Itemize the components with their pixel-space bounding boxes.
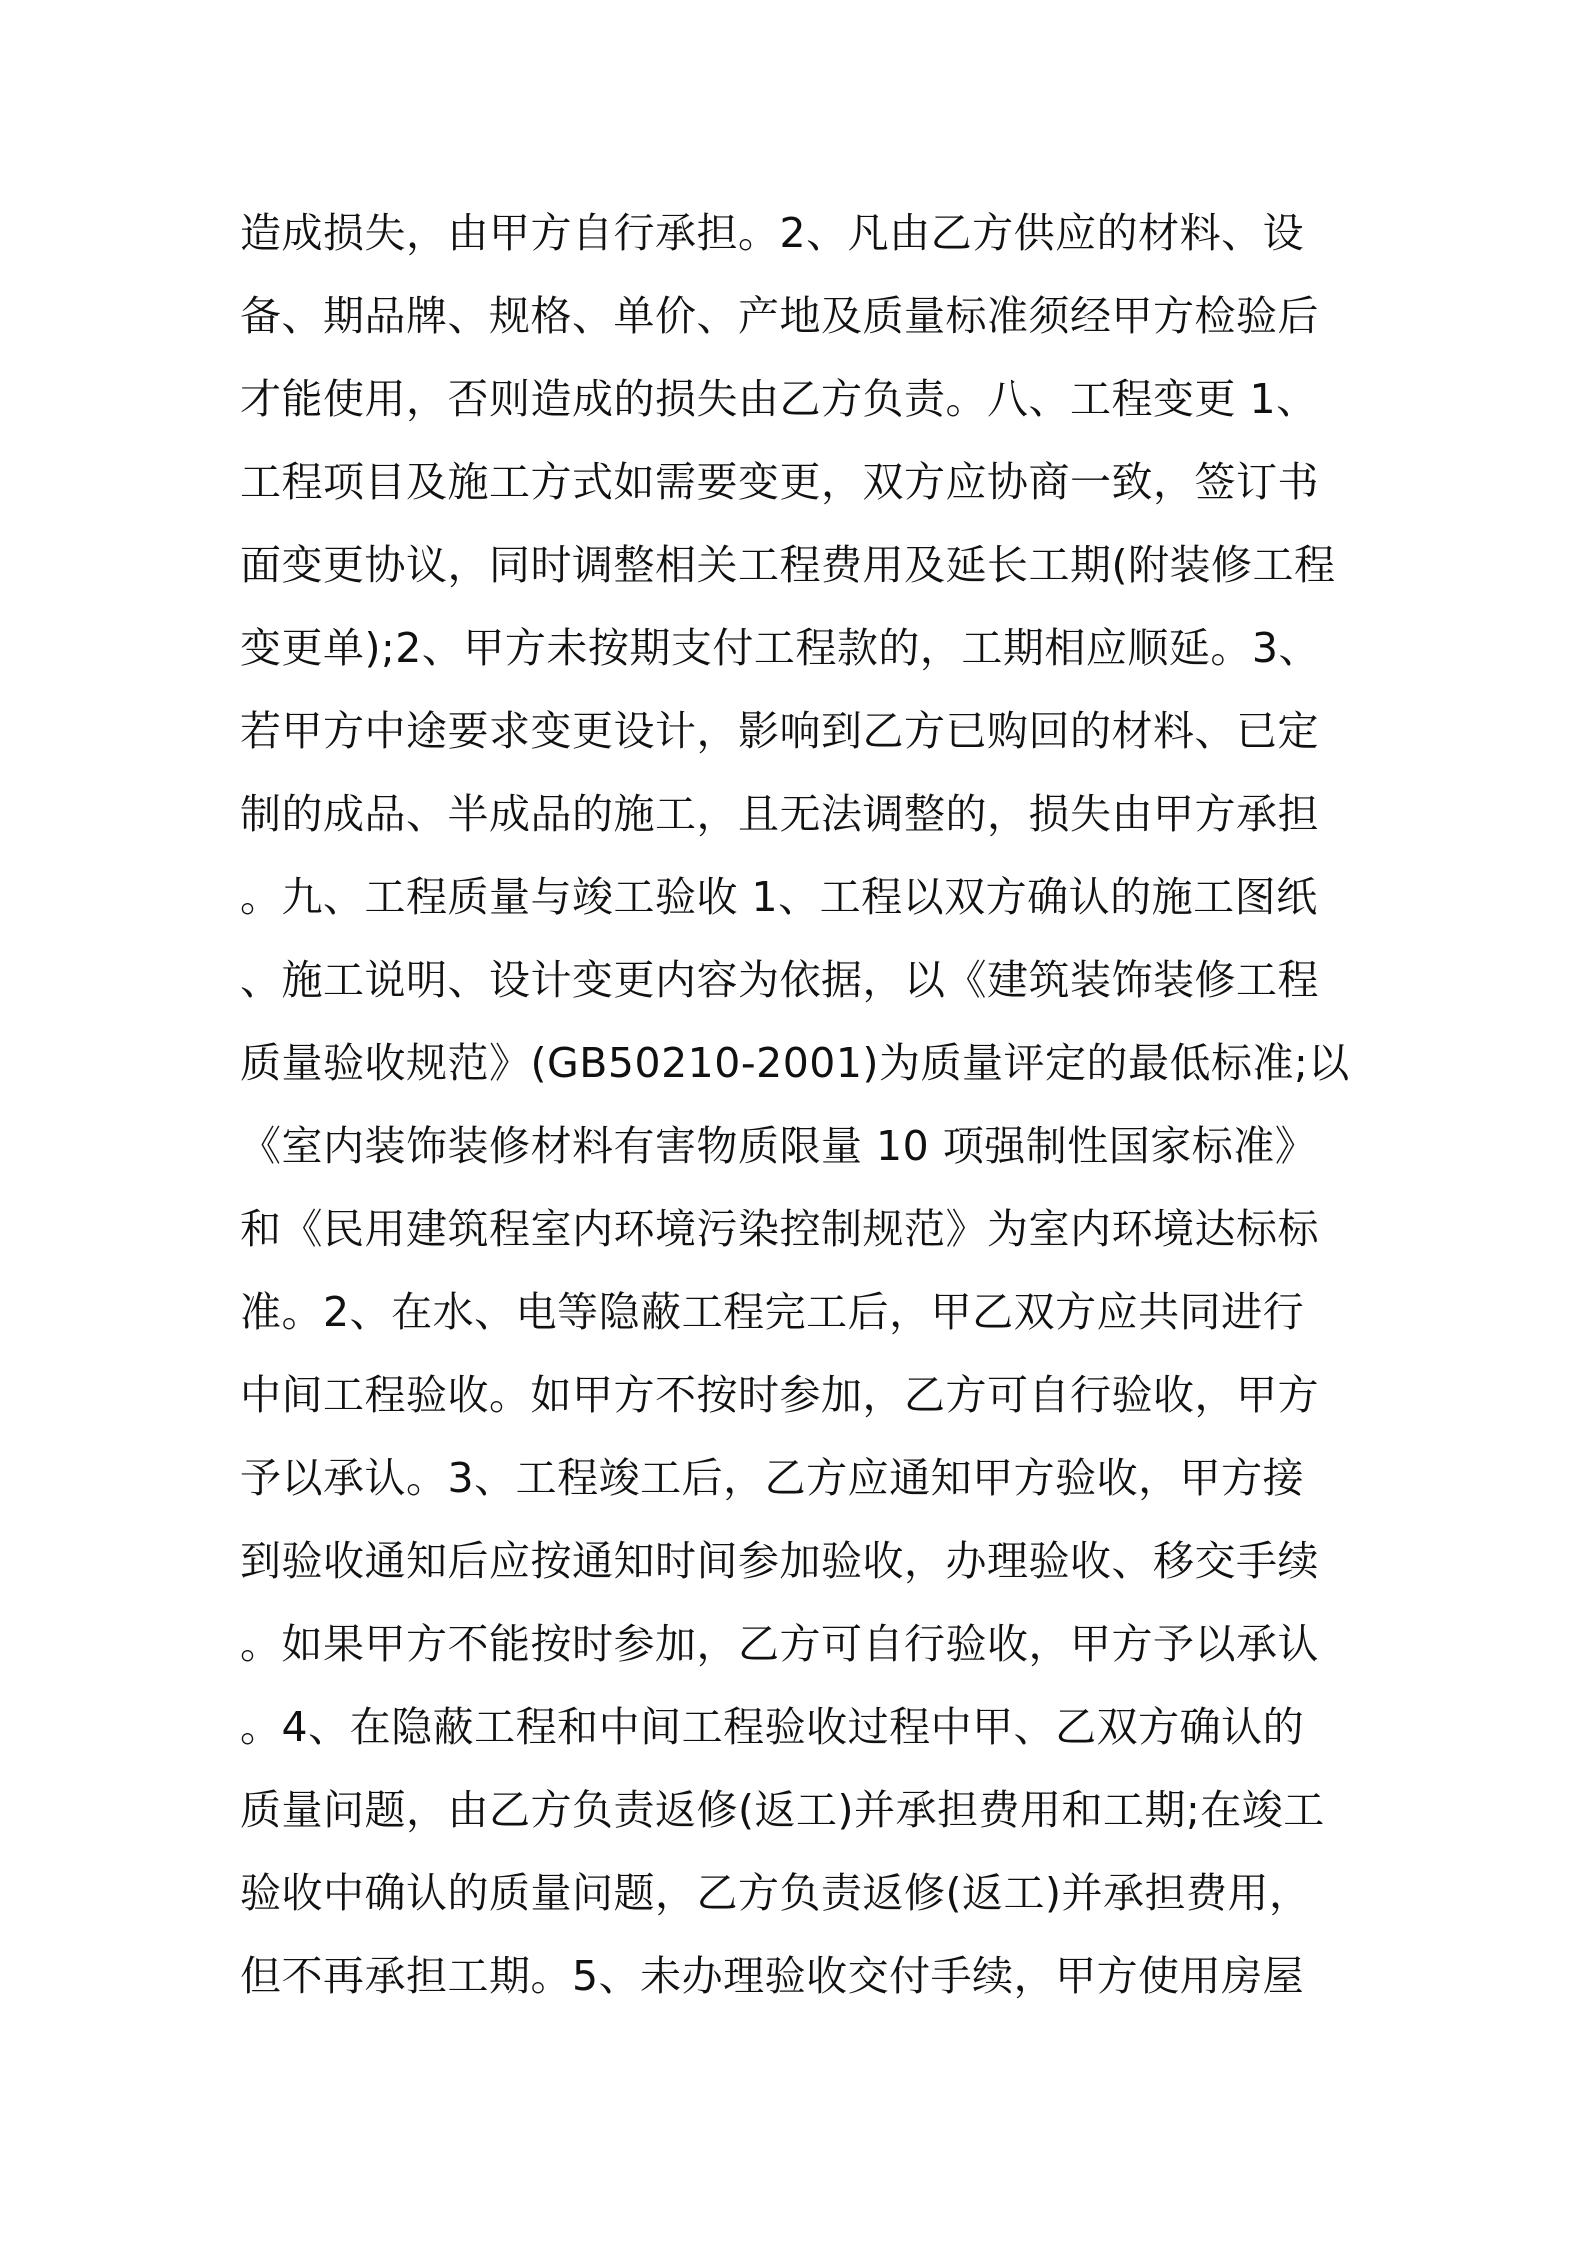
text-line: 《室内装饰装修材料有害物质限量 10 项强制性国家标准》 <box>240 1122 1317 1170</box>
text-line: 。如果甲方不能按时参加，乙方可自行验收，甲方予以承认 <box>240 1620 1319 1668</box>
text-line: 若甲方中途要求变更设计，影响到乙方已购回的材料、已定 <box>240 707 1319 755</box>
text-line: 工程项目及施工方式如需要变更，双方应协商一致，签订书 <box>240 458 1319 506</box>
text-line: 验收中确认的质量问题，乙方负责返修(返工)并承担费用， <box>240 1869 1311 1917</box>
text-line: 造成损失，由甲方自行承担。2、凡由乙方供应的材料、设 <box>240 209 1305 257</box>
text-line: 质量验收规范》(GB50210-2001)为质量评定的最低标准;以 <box>240 1039 1350 1087</box>
text-line: 中间工程验收。如甲方不按时参加，乙方可自行验收，甲方 <box>240 1371 1319 1419</box>
text-line: 。九、工程质量与竣工验收 1、工程以双方确认的施工图纸 <box>240 873 1318 921</box>
text-line: 变更单);2、甲方未按期支付工程款的，工期相应顺延。3、 <box>240 624 1320 672</box>
text-line: 。4、在隐蔽工程和中间工程验收过程中甲、乙双方确认的 <box>240 1703 1305 1751</box>
text-line: 予以承认。3、工程竣工后，乙方应通知甲方验收，甲方接 <box>240 1454 1305 1502</box>
text-line: 准。2、在水、电等隐蔽工程完工后，甲乙双方应共同进行 <box>240 1288 1305 1336</box>
text-line: 制的成品、半成品的施工，且无法调整的，损失由甲方承担 <box>240 790 1319 838</box>
text-line: 和《民用建筑程室内环境污染控制规范》为室内环境达标标 <box>240 1205 1319 1253</box>
text-line: 质量问题，由乙方负责返修(返工)并承担费用和工期;在竣工 <box>240 1786 1325 1834</box>
text-line: 到验收通知后应按通知时间参加验收，办理验收、移交手续 <box>240 1537 1319 1585</box>
text-line: 但不再承担工期。5、未办理验收交付手续，甲方使用房屋 <box>240 1952 1305 2000</box>
contract-body-text <box>240 192 1360 2018</box>
text-line: 备、期品牌、规格、单价、产地及质量标准须经甲方检验后 <box>240 292 1319 340</box>
text-line: 面变更协议，同时调整相关工程费用及延长工期(附装修工程 <box>240 541 1336 589</box>
text-line: 、施工说明、设计变更内容为依据，以《建筑装饰装修工程 <box>240 956 1319 1004</box>
text-line: 才能使用，否则造成的损失由乙方负责。八、工程变更 1、 <box>240 375 1318 423</box>
